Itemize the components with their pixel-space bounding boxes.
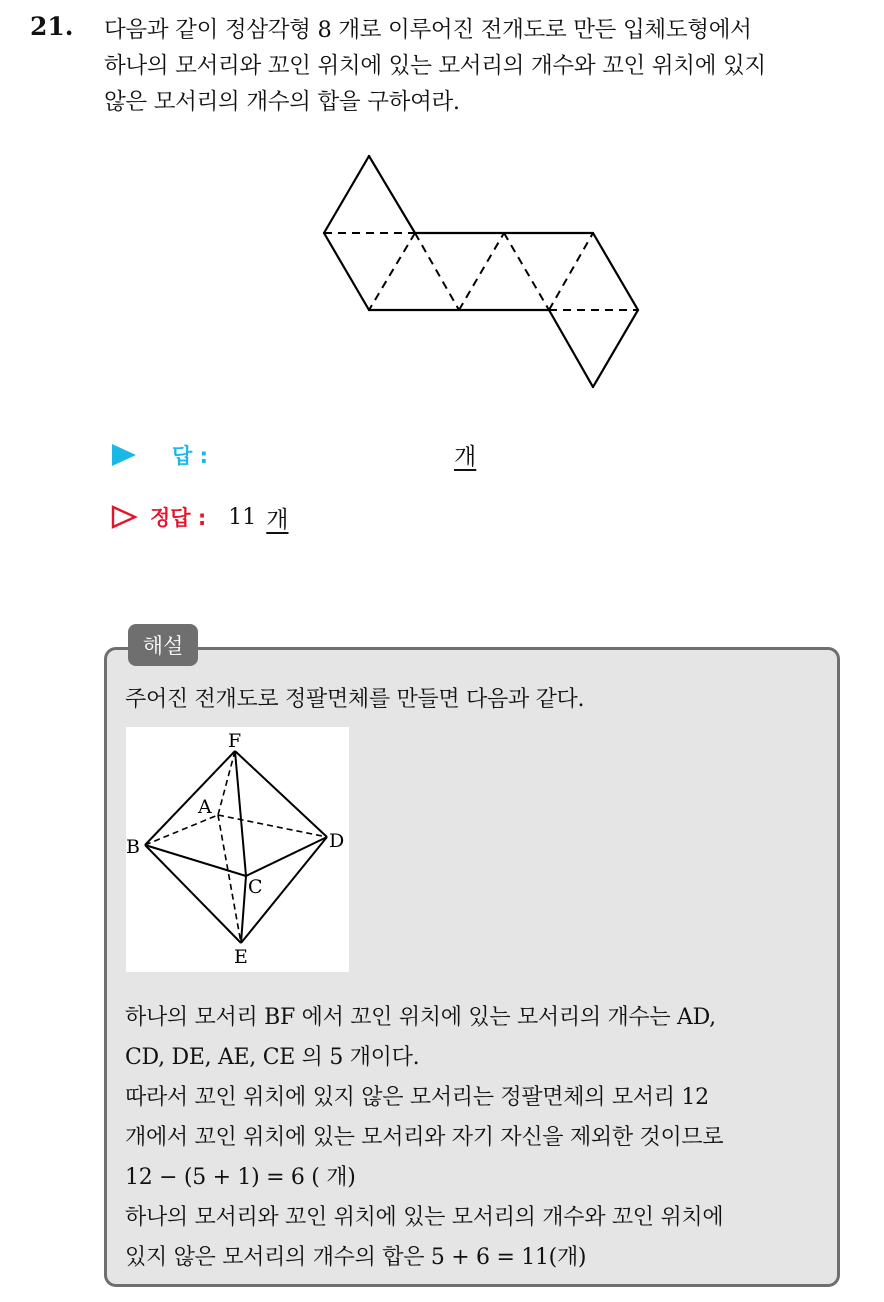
solution-line: 있지 않은 모서리의 개수의 합은 5 + 6 = 11(개)	[125, 1245, 587, 1270]
solution-line: 12 − (5 + 1) = 6 ( 개)	[125, 1165, 356, 1190]
solution-line: 하나의 모서리 BF 에서 꼬인 위치에 있는 모서리의 개수는 AD,	[125, 1005, 716, 1030]
question-number: 21.	[30, 12, 74, 41]
correct-answer-row	[110, 500, 289, 534]
solution-line: 따라서 꼬인 위치에 있지 않은 모서리는 정팔면체의 모서리 12	[125, 1085, 709, 1110]
correct-answer-value: 11	[228, 504, 257, 530]
solution-line: 하나의 모서리와 꼬인 위치에 있는 모서리의 개수와 꼬인 위치에	[125, 1205, 724, 1230]
solution-intro: 주어진 전개도로 정팔면체를 만들면 다음과 같다.	[125, 687, 585, 712]
vertex-label-A: A	[198, 796, 212, 818]
octahedron-figure	[126, 727, 349, 972]
outline-triangle-right-icon	[110, 503, 138, 531]
octahedron-net-figure	[310, 145, 650, 395]
solution-line: CD, DE, AE, CE 의 5 개이다.	[125, 1045, 420, 1070]
question-line: 않은 모서리의 개수의 합을 구하여라.	[104, 89, 460, 115]
question-line: 하나의 모서리와 꼬인 위치에 있는 모서리의 개수와 꼬인 위치에 있지	[104, 53, 766, 79]
question-text	[104, 12, 864, 120]
vertex-label-B: B	[126, 836, 140, 858]
solution-line: 개에서 꼬인 위치에 있는 모서리와 자기 자신을 제외한 것이므로	[125, 1125, 724, 1150]
vertex-label-D: D	[329, 830, 345, 852]
solution-text	[125, 998, 723, 1278]
question-line: 다음과 같이 정삼각형 8 개로 이루어진 전개도로 만든 입체도형에서	[104, 17, 752, 43]
vertex-label-C: C	[248, 876, 263, 898]
vertex-label-E: E	[234, 946, 248, 968]
vertex-label-F: F	[228, 730, 242, 752]
answer-label: 답 :	[172, 444, 208, 468]
filled-triangle-right-icon	[110, 441, 138, 469]
answer-unit: 개	[454, 444, 477, 470]
correct-answer-unit: 개	[266, 506, 289, 533]
answer-row	[110, 438, 477, 472]
correct-answer-label: 정답 :	[150, 506, 207, 530]
solution-tag: 해설	[128, 624, 198, 666]
